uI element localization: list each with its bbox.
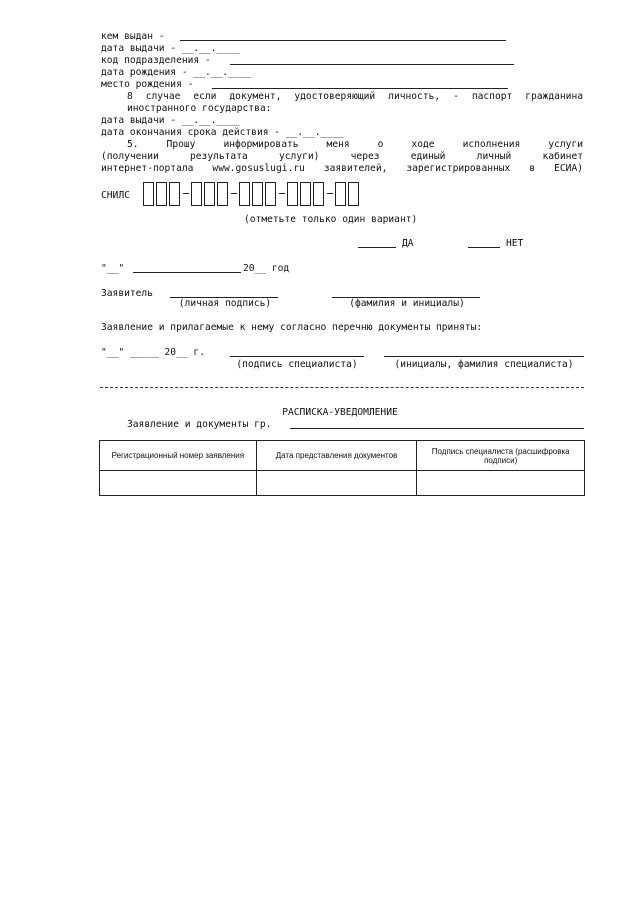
inform-paragraph-line2: (получении результата услуги) через единый личный кабинет (101, 151, 583, 162)
inform-paragraph-line1: 5. Прошу информировать меня о ходе исполнения услуги (127, 139, 583, 150)
spec-signature-line[interactable] (230, 356, 364, 357)
snils-digit-box[interactable] (156, 182, 167, 206)
issued-by-line[interactable] (180, 40, 506, 41)
receipt-subtitle: Заявление и документы гр. (127, 419, 272, 430)
snils-separator (231, 193, 237, 194)
snils-digit-box[interactable] (313, 182, 324, 206)
snils-digit-box[interactable] (265, 182, 276, 206)
cut-line (100, 387, 584, 388)
col-specialist-signature: Подпись специалиста (расшифровка подписи) (417, 441, 585, 471)
snils-digit-box[interactable] (204, 182, 215, 206)
dept-code-line[interactable] (230, 64, 514, 65)
receipt-table (99, 440, 585, 496)
foreign-doc-paragraph: 8 случае если документ, удостоверяющий личность, - паспорт гражданина (127, 91, 583, 102)
inform-paragraph-line3: интернет-портала www.gosuslugi.ru заявителей, зарегистрированных в ЕСИА) (101, 163, 583, 174)
date-month-line[interactable] (133, 272, 241, 273)
table-row (100, 471, 585, 496)
receipt-title: РАСПИСКА-УВЕДОМЛЕНИЕ (282, 407, 398, 418)
specialist-signature-cell[interactable] (417, 471, 585, 496)
applicant-signature-caption: (личная подпись) (178, 298, 272, 309)
foreign-doc-paragraph-cont: иностранного государства: (127, 103, 272, 114)
applicant-name-caption: (фамилия и инициалы) (349, 298, 465, 309)
birth-place-line[interactable] (212, 88, 508, 89)
snils-separator (327, 193, 333, 194)
accepted-date: "__" _____ 20__ г. (101, 347, 205, 358)
spec-name-caption: (инициалы, фамилия специалиста) (394, 359, 574, 370)
snils-digit-box[interactable] (191, 182, 202, 206)
issued-by-label: кем выдан - (101, 31, 165, 42)
date-year-label: 20__ год (243, 263, 290, 274)
snils-separator (183, 193, 189, 194)
snils-digit-box[interactable] (300, 182, 311, 206)
col-submission-date: Дата представления документов (256, 441, 417, 471)
foreign-issue-date: дата выдачи - __.__.____ (101, 115, 240, 126)
spec-signature-caption: (подпись специалиста) (236, 359, 358, 370)
birth-place-label: место рождения - (101, 79, 194, 90)
applicant-label: Заявитель (101, 288, 153, 299)
option-yes-label: ДА (402, 238, 414, 249)
snils-digit-box[interactable] (217, 182, 228, 206)
receipt-header-row (100, 441, 585, 471)
issue-date-label: дата выдачи - __.__.____ (101, 43, 240, 54)
snils-digit-box[interactable] (239, 182, 250, 206)
snils-digit-box[interactable] (252, 182, 263, 206)
snils-hint: (отметьте только один вариант) (244, 214, 418, 225)
snils-label: СНИЛС (101, 190, 130, 201)
reg-number-cell[interactable] (100, 471, 257, 496)
snils-separator (279, 193, 285, 194)
foreign-expiry-date: дата окончания срока действия - __.__.____ (101, 127, 344, 138)
yes-mark-line[interactable] (358, 247, 396, 248)
col-reg-number: Регистрационный номер заявления (100, 441, 257, 471)
date-day-quote: "__" (101, 263, 125, 274)
snils-digit-box[interactable] (287, 182, 298, 206)
birth-date-label: дата рождения - __.__.____ (101, 67, 252, 78)
no-mark-line[interactable] (468, 247, 500, 248)
snils-digit-box[interactable] (143, 182, 154, 206)
snils-digit-box[interactable] (335, 182, 346, 206)
spec-name-line[interactable] (384, 356, 584, 357)
accepted-statement: Заявление и прилагаемые к нему согласно перечню документы приняты: (101, 322, 483, 333)
option-no-label: НЕТ (506, 238, 524, 249)
snils-digit-box[interactable] (169, 182, 180, 206)
submission-date-cell[interactable] (256, 471, 417, 496)
dept-code-label: код подразделения - (101, 55, 211, 66)
receipt-name-line[interactable] (290, 428, 584, 429)
snils-digit-box[interactable] (348, 182, 359, 206)
